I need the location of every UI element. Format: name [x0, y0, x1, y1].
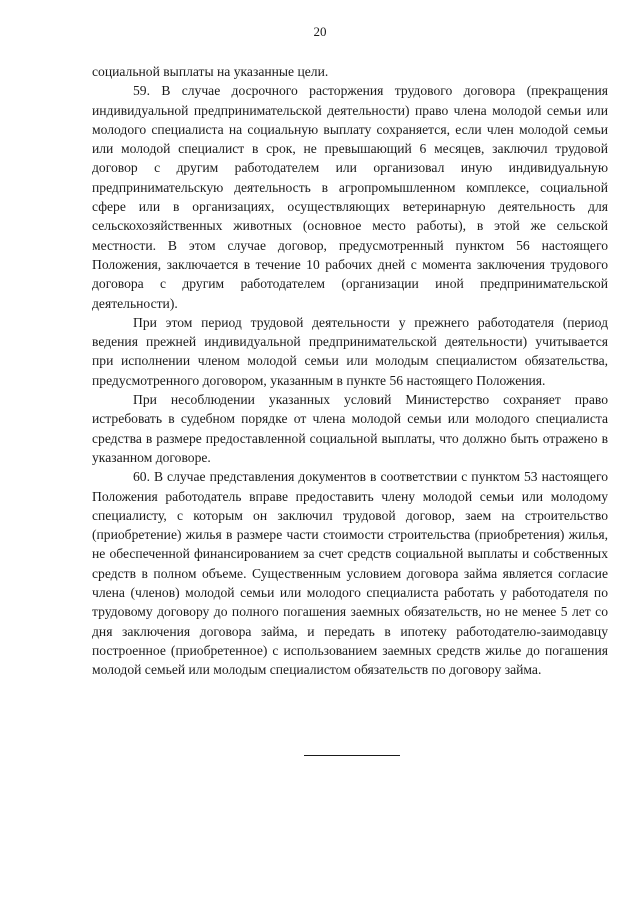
page-number: 20: [313, 24, 327, 39]
paragraph-prior-employment: При этом период трудовой деятельности у прежнего работодателя (период ведения прежней индивидуальной предпринимательской деятельности) учитывается при исполнении членом молодой семьи или молодым специалистом обязательства, предусмотренного договором, указанным в пункте 56 настоящего Положения.: [92, 314, 608, 388]
paragraph-item-59: 59. В случае досрочного расторжения трудового договора (прекращения индивидуальной предпринимательской деятельности) право члена молодой семьи или молодого специалиста на социальную выплату сохраняется, если член молодой семьи или молодой специалист в срок, не превышающий 6 месяцев, заключил трудовой договор с другим работодателем или организовал иную индивидуальную предпринимательскую деятельность в агропромышленном комплексе, социальной сфере или в организациях, осуществляющих ветеринарную деятельность для сельскохозяйственных животных (основное место работы), в этой же сельской местности. В этом случае договор, предусмотренный пунктом 56 настоящего Положения, заключается в течение 10 рабочих дней с момента заключения трудового договора с другим работодателем (организации иной предпринимательской деятельности).: [92, 83, 608, 311]
paragraph-continuation: социальной выплаты на указанные цели.: [92, 64, 329, 79]
document-body: [92, 62, 608, 680]
end-of-text-rule: [304, 755, 400, 756]
paragraph-item-60: 60. В случае представления документов в соответствии с пунктом 53 настоящего Положения работодатель вправе предоставить члену молодой семьи или молодому специалисту, с которым он заключил трудовой договор, заем на строительство (приобретение) жилья в размере части стоимости строительства (приобретения) жилья, не обеспеченной финансированием за счет средств социальной выплаты и собственных средств в полном объеме. Существенным условием договора займа является согласие члена (членов) молодой семьи или молодого специалиста работать у работодателя по трудовому договору до полного погашения заемных обязательств, но не менее 5 лет со дня заключения договора займа, и передать в ипотеку работодателю-заимодавцу построенное (приобретенное) с использованием заемных средств жилье до погашения молодой семьей или молодым специалистом обязательств по договору займа.: [92, 469, 608, 678]
paragraph-noncompliance: При несоблюдении указанных условий Министерство сохраняет право истребовать в судебном порядке от члена молодой семьи или молодого специалиста средства в размере предоставленной социальной выплаты, что должно быть отражено в указанном договоре.: [92, 392, 608, 465]
